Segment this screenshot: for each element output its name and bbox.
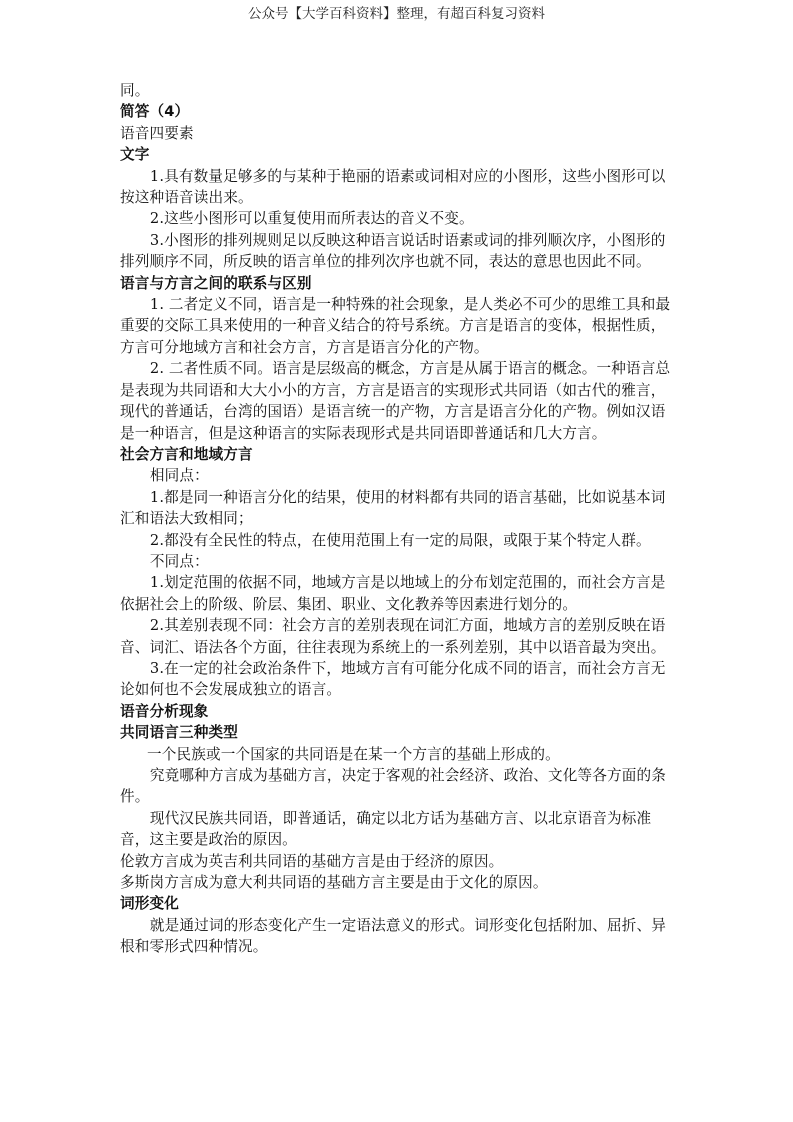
paragraph: 语音四要素 — [120, 124, 194, 142]
paragraph: 伦敦方言成为英吉利共同语的基础方言是由于经济的原因。 — [120, 852, 504, 870]
section-heading: 语言与方言之间的联系与区别 — [120, 274, 312, 292]
section-heading: 共同语言三种类型 — [120, 724, 238, 742]
paragraph: 不同点： — [149, 552, 209, 570]
paragraph: 究竟哪种方言成为基础方言，决定于客观的社会经济、政治、文化等各方面的条件。 — [120, 767, 666, 806]
page-header: 公众号【大学百科资料】整理，有超百科复习资料 — [248, 6, 545, 22]
paragraph: 3.在一定的社会政治条件下，地域方言有可能分化成不同的语言，而社会方言无论如何也不会发展成独立的语言。 — [120, 659, 666, 699]
paragraph: 相同点： — [149, 467, 209, 485]
paragraph: 1.具有数量足够多的与某种于艳丽的语素或词相对应的小图形，这些小图形可以按这种语音读出来。 — [120, 167, 666, 207]
paragraph: 一个民族或一个国家的共同语是在某一个方言的基础上形成的。 — [147, 745, 560, 763]
section-heading: 文字 — [120, 146, 150, 164]
section-heading: 词形变化 — [120, 895, 179, 913]
paragraph: 就是通过词的形态变化产生一定语法意义的形式。词形变化包括附加、屈折、异根和零形式四种情况。 — [120, 916, 666, 956]
paragraph: 1.都是同一种语言分化的结果，使用的材料都有共同的语言基础，比如说基本词汇和语法大致相同； — [120, 488, 666, 528]
paragraph: 现代汉民族共同语，即普通话，确定以北方话为基础方言、以北京语音为标准音，这主要是政治的原因。 — [120, 809, 652, 849]
document-body — [120, 80, 676, 958]
paragraph: 3.小图形的排列规则足以反映这种语言说话时语素或词的排列顺次序，小图形的排列顺序不同，所反映的语言单位的排列次序也就不同，表达的意思也因此不同。 — [120, 231, 666, 271]
paragraph: 2.其差别表现不同：社会方言的差别表现在词汇方面，地域方言的差别反映在语音、词汇、语法各个方面，往往表现为系统上的一系列差别，其中以语音最为突出。 — [120, 617, 666, 656]
section-heading: 社会方言和地域方言 — [120, 445, 253, 463]
paragraph: 2.这些小图形可以重复使用而所表达的音义不变。 — [149, 210, 474, 228]
section-heading: 语音分析现象 — [120, 702, 209, 720]
section-heading: 简答（4） — [120, 103, 190, 121]
paragraph: 2. 二者性质不同。语言是层级高的概念，方言是从属于语言的概念。一种语言总是表现为共同语和大大小小的方言，方言是语言的实现形式共同语（如古代的雅言，现代的普通话，台湾的国语）是语言统一的产物，方言是语言分化的产物。例如汉语是一种语言，但是这种语言的实际表现形式是共同语即普通话和几大方言。 — [120, 360, 671, 442]
paragraph: 1.划定范围的依据不同，地域方言是以地域上的分布划定范围的，而社会方言是依据社会上的阶级、阶层、集团、职业、文化教养等因素进行划分的。 — [120, 574, 666, 613]
paragraph: 同。 — [120, 82, 150, 99]
paragraph: 1. 二者定义不同，语言是一种特殊的社会现象，是人类必不可少的思维工具和最重要的交际工具来使用的一种音义结合的符号系统。方言是语言的变体，根据性质，方言可分地域方言和社会方言，方言是语言分化的产物。 — [120, 296, 671, 356]
paragraph: 2.都没有全民性的特点，在使用范围上有一定的局限，或限于某个特定人群。 — [149, 531, 651, 549]
paragraph: 多斯岗方言成为意大利共同语的基础方言主要是由于文化的原因。 — [120, 874, 548, 892]
